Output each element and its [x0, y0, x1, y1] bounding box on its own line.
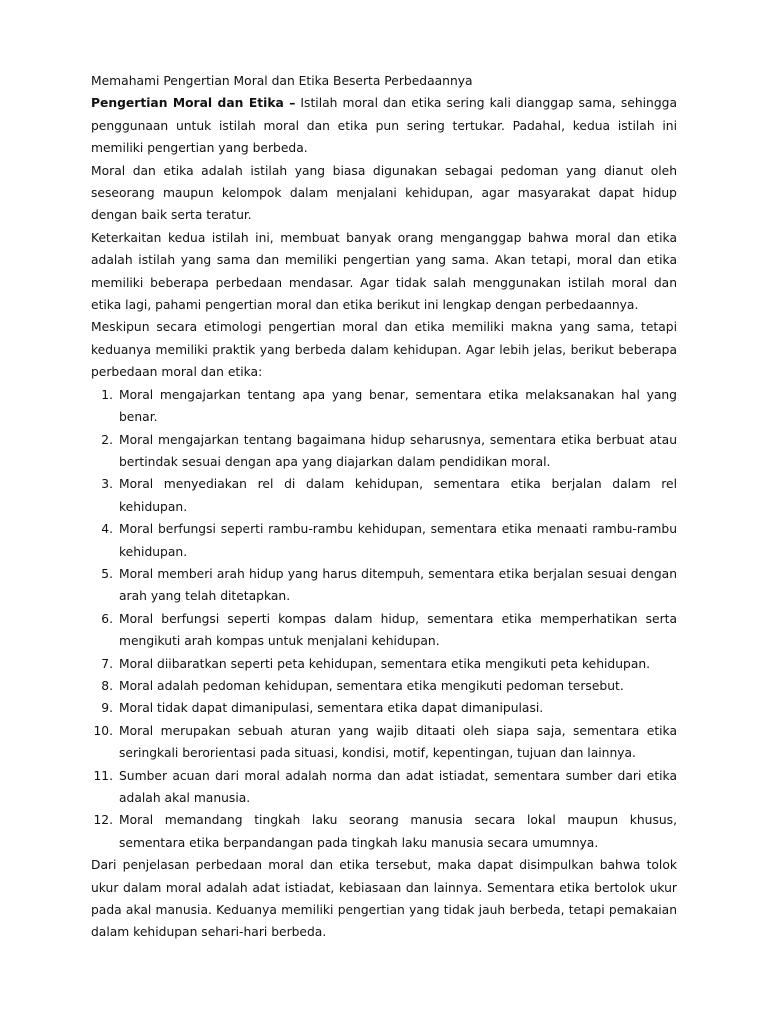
intro-text: Istilah moral dan etika sering kali dianggap sama, sehingga penggunaan untuk istilah moral dan etika pun sering tertukar. Padahal, kedua istilah ini memiliki pengertian yang berbeda. [91, 96, 677, 156]
list-item [91, 384, 677, 429]
list-item [91, 720, 677, 765]
list-number: 6. [101, 611, 113, 626]
differences-list [91, 384, 677, 855]
list-number: 10. [93, 723, 113, 738]
list-item [91, 653, 677, 675]
list-item [91, 429, 677, 474]
list-number: 8. [101, 678, 113, 693]
paragraph: Meskipun secara etimologi pengertian moral dan etika memiliki makna yang sama, tetapi keduanya memiliki praktik yang berbeda dalam kehidupan. Agar lebih jelas, berikut beberapa perbedaan moral dan etika: [91, 320, 677, 380]
list-text: Moral mengajarkan tentang apa yang benar, sementara etika melaksanakan hal yang benar. [119, 387, 677, 425]
list-number: 7. [101, 656, 113, 671]
list-text: Moral diibaratkan seperti peta kehidupan, sementara etika mengikuti peta kehidupan. [119, 656, 651, 671]
paragraph: Moral dan etika adalah istilah yang biasa digunakan sebagai pedoman yang dianut oleh seseorang maupun kelompok dalam menjalani kehidupan, agar masyarakat dapat hidup dengan baik serta teratur. [91, 163, 677, 223]
list-item [91, 697, 677, 719]
list-item [91, 809, 677, 854]
list-item [91, 518, 677, 563]
list-number: 3. [101, 477, 113, 492]
document-page [91, 70, 677, 944]
list-text: Moral berfungsi seperti kompas dalam hidup, sementara etika memperhatikan serta mengikuti arah kompas untuk menjalani kehidupan. [119, 611, 677, 649]
list-number: 9. [101, 701, 113, 716]
list-text: Sumber acuan dari moral adalah norma dan adat istiadat, sementara sumber dari etika adalah akal manusia. [119, 768, 677, 805]
list-item [91, 765, 677, 810]
list-text: Moral menyediakan rel di dalam kehidupan, sementara etika berjalan dalam rel kehidupan. [119, 477, 677, 514]
list-item [91, 675, 677, 697]
conclusion-paragraph: Dari penjelasan perbedaan moral dan etika tersebut, maka dapat disimpulkan bahwa tolok ukur dalam moral adalah adat istiadat, kebiasaan dan lainnya. Sementara etika bertolok ukur pada akal manusia. Keduanya memiliki pengertian yang tidak jauh berbeda, tetapi pemakaian dalam kehidupan sehari-hari berbeda. [91, 858, 677, 940]
intro-paragraph [91, 92, 677, 159]
list-text: Moral berfungsi seperti rambu-rambu kehidupan, sementara etika menaati rambu-rambu kehidupan. [119, 522, 677, 559]
list-number: 12. [93, 813, 113, 828]
list-text: Moral tidak dapat dimanipulasi, sementara etika dapat dimanipulasi. [119, 701, 544, 716]
list-number: 11. [93, 768, 113, 783]
list-text: Moral memandang tingkah laku seorang manusia secara lokal maupun khusus, sementara etika berpandangan pada tingkah laku manusia secara umumnya. [119, 813, 677, 850]
list-text: Moral mengajarkan tentang bagaimana hidup seharusnya, sementara etika berbuat atau bertindak sesuai dengan apa yang diajarkan dalam pendidikan moral. [119, 432, 677, 469]
list-number: 4. [101, 522, 113, 537]
list-text: Moral merupakan sebuah aturan yang wajib ditaati oleh siapa saja, sementara etika seringkali berorientasi pada situasi, kondisi, motif, kepentingan, tujuan dan lainnya. [119, 723, 677, 761]
list-item [91, 608, 677, 653]
list-item [91, 473, 677, 518]
list-text: Moral memberi arah hidup yang harus ditempuh, sementara etika berjalan sesuai dengan arah yang telah ditetapkan. [119, 566, 677, 604]
document-title: Memahami Pengertian Moral dan Etika Beserta Perbedaannya [91, 74, 473, 88]
list-number: 1. [101, 387, 113, 402]
list-item [91, 563, 677, 608]
list-text: Moral adalah pedoman kehidupan, sementara etika mengikuti pedoman tersebut. [119, 678, 624, 693]
list-number: 2. [101, 432, 113, 447]
intro-bold-lead: Pengertian Moral dan Etika – [91, 96, 296, 111]
paragraph: Keterkaitan kedua istilah ini, membuat banyak orang menganggap bahwa moral dan etika adalah istilah yang sama dan memiliki pengertian yang sama. Akan tetapi, moral dan etika memiliki beberapa perbedaan mendasar. Agar tidak salah menggunakan istilah moral dan etika lagi, pahami pengertian moral dan etika berikut ini lengkap dengan perbedaannya. [91, 230, 677, 313]
list-number: 5. [101, 566, 113, 581]
